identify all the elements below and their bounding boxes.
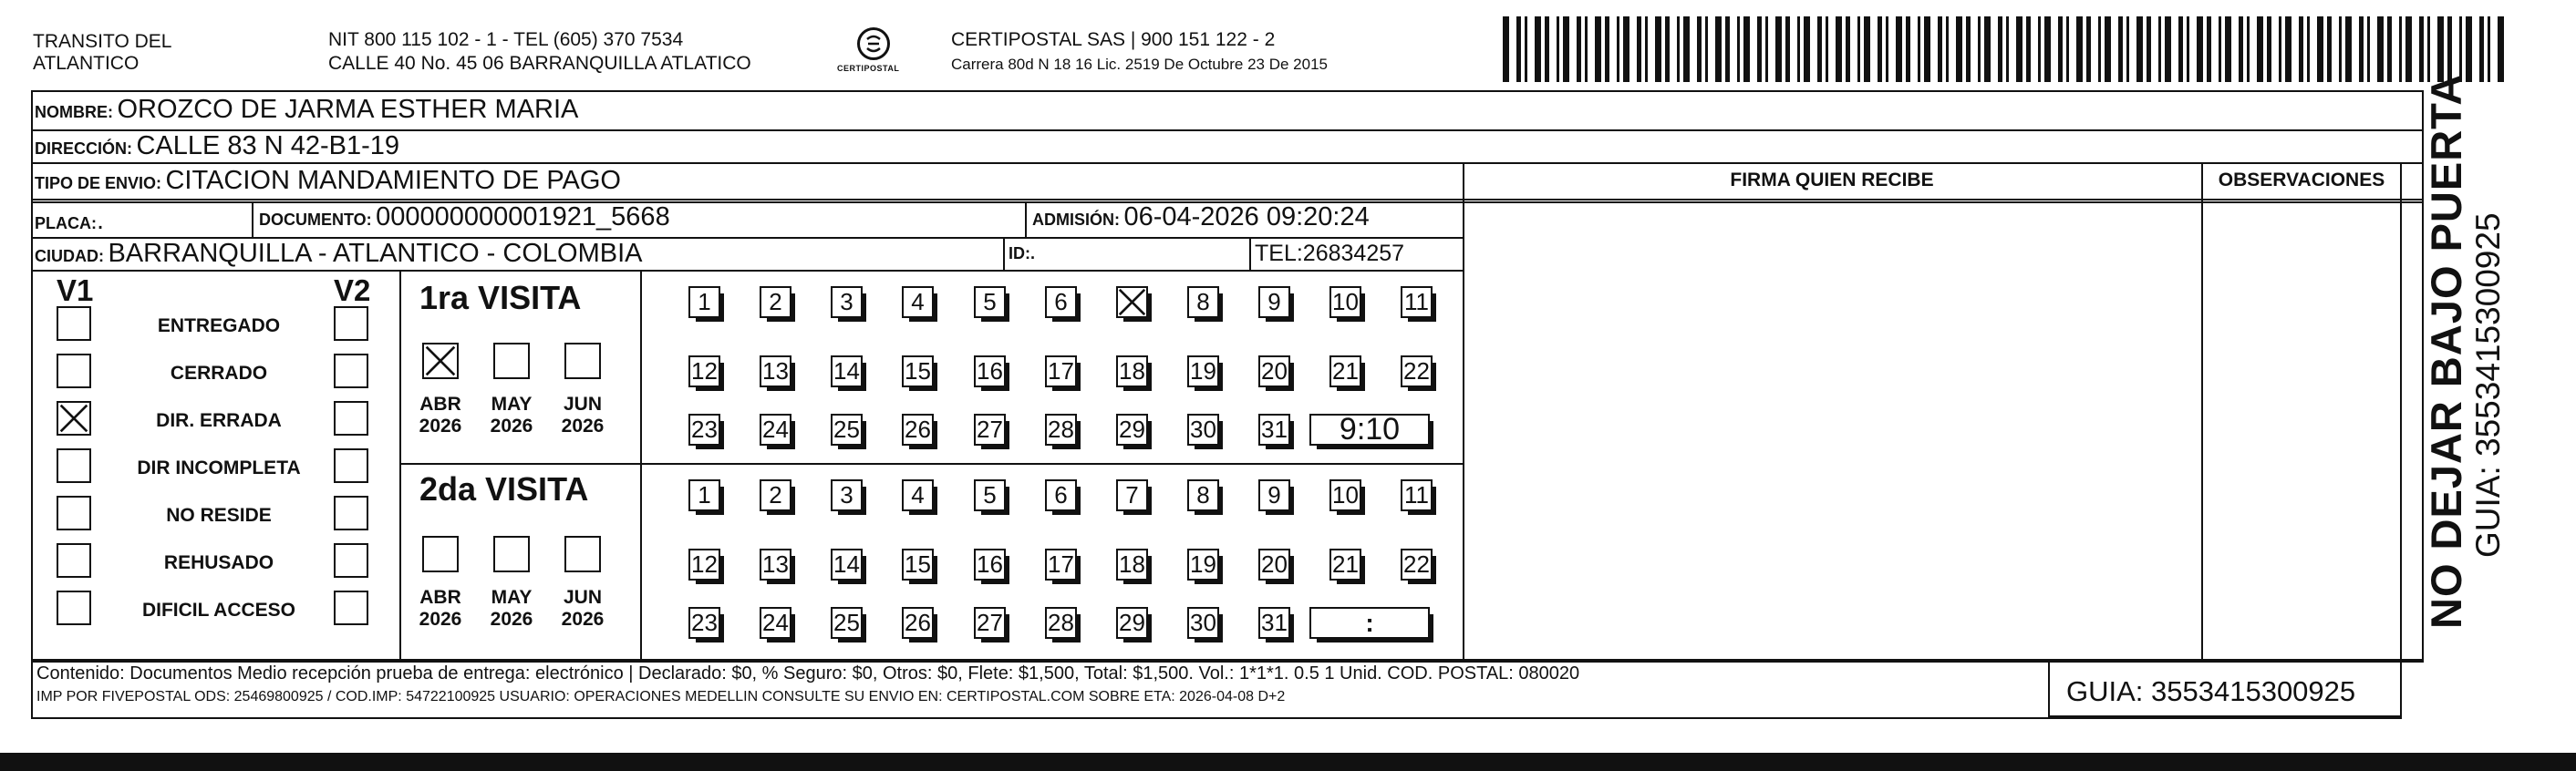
month-year: 2026 — [490, 609, 533, 630]
day-box[interactable]: 15 — [902, 549, 934, 581]
day-box[interactable]: 12 — [688, 549, 720, 581]
day-box[interactable]: 28 — [1045, 607, 1077, 639]
day-box[interactable]: 18 — [1116, 549, 1148, 581]
guia-box — [2048, 661, 2402, 717]
barcode-bar — [2387, 16, 2392, 82]
day-box[interactable]: 5 — [974, 479, 1006, 511]
day-box[interactable]: 4 — [902, 479, 934, 511]
barcode-bar — [1665, 16, 1670, 82]
status-label: DIFICIL ACCESO — [141, 600, 295, 621]
barcode-bar — [1683, 16, 1690, 82]
month-checkbox[interactable] — [564, 343, 601, 379]
sender-nit: NIT 800 115 102 - 1 - TEL (605) 370 7534 — [328, 29, 684, 50]
day-box[interactable]: 31 — [1258, 414, 1290, 446]
barcode-bar — [2307, 16, 2310, 82]
barcode-bar — [1577, 16, 1581, 82]
day-box[interactable]: 8 — [1187, 286, 1219, 318]
barcode-bar — [2165, 16, 2171, 82]
barcode-bar — [2016, 16, 2023, 82]
barcode-bar — [2118, 16, 2123, 82]
barcode-bar — [1978, 16, 1981, 82]
barcode-bar — [1545, 16, 1549, 82]
first-visit-title: 1ra VISITA — [419, 279, 582, 316]
barcode-bar — [2044, 16, 2051, 82]
day-box[interactable]: 23 — [688, 607, 720, 639]
barcode-bar — [1918, 16, 1920, 82]
v2-status-checkbox[interactable] — [334, 401, 368, 436]
barcode-bar — [2257, 16, 2263, 82]
barcode-bar — [2345, 16, 2352, 82]
barcode-bar — [1966, 16, 1971, 82]
day-box[interactable]: 30 — [1187, 414, 1219, 446]
barcode-bar — [1956, 16, 1962, 82]
barcode-bar — [1775, 16, 1782, 82]
visit-time-box[interactable]: 9:10 — [1309, 414, 1430, 446]
day-box[interactable]: 22 — [1401, 355, 1433, 387]
month-name: MAY — [491, 587, 533, 608]
barcode-bar — [2147, 16, 2151, 82]
barcode-bar — [2466, 16, 2472, 82]
barcode-bar — [1557, 16, 1559, 82]
day-box[interactable]: 19 — [1187, 355, 1219, 387]
barcode-bar — [2427, 16, 2430, 82]
barcode-bar — [1857, 16, 1860, 82]
barcode-bar — [2285, 16, 2292, 82]
barcode-bar — [2038, 16, 2041, 82]
barcode-bar — [2158, 16, 2161, 82]
v1-status-checkbox[interactable] — [57, 306, 91, 341]
day-box[interactable]: 26 — [902, 607, 934, 639]
day-box[interactable]: 21 — [1329, 549, 1361, 581]
type-row — [35, 166, 621, 196]
barcode-bar — [1516, 16, 1521, 82]
address-row — [35, 131, 399, 161]
barcode-bar — [2488, 16, 2490, 82]
v1-status-checkbox[interactable] — [57, 496, 91, 530]
day-box[interactable]: 25 — [831, 414, 863, 446]
day-box[interactable]: 30 — [1187, 607, 1219, 639]
barcode-bar — [2197, 16, 2203, 82]
day-box[interactable]: 27 — [974, 414, 1006, 446]
barcode-bar — [1797, 16, 1800, 82]
name-value: OROZCO DE JARMA ESTHER MARIA — [117, 95, 579, 124]
month-name: JUN — [563, 587, 602, 608]
day-box[interactable]: 16 — [974, 355, 1006, 387]
barcode-bar — [1817, 16, 1822, 82]
month-year: 2026 — [419, 609, 462, 630]
month-year: 2026 — [561, 416, 605, 437]
logo-caption: CERTIPOSTAL — [837, 64, 900, 73]
id-field — [1009, 244, 1035, 263]
barcode-bar — [1946, 16, 1949, 82]
barcode-bar — [1655, 16, 1661, 82]
sender-name-line1: TRANSITO DEL — [33, 31, 172, 52]
status-label: DIR. ERRADA — [156, 410, 282, 431]
barcode-bar — [2187, 16, 2189, 82]
day-box[interactable]: 9 — [1258, 286, 1290, 318]
certipostal-logo-icon — [857, 27, 890, 60]
document-field — [259, 202, 670, 232]
month-checkbox[interactable] — [422, 536, 459, 572]
month-checkbox[interactable] — [493, 343, 530, 379]
day-box[interactable]: 14 — [831, 549, 863, 581]
barcode-bar — [2086, 16, 2091, 82]
city-label: CIUDAD: — [35, 247, 104, 265]
barcode-bar — [1705, 16, 1708, 82]
day-box[interactable]: 8 — [1187, 479, 1219, 511]
barcode-bar — [1864, 16, 1870, 82]
visit-time-box[interactable]: : — [1309, 607, 1430, 639]
day-box[interactable]: 1 — [688, 286, 720, 318]
v1-status-checkbox[interactable] — [57, 354, 91, 388]
month-checkbox[interactable] — [422, 343, 459, 379]
barcode-bar — [2339, 16, 2342, 82]
v1-status-checkbox[interactable] — [57, 543, 91, 578]
month-checkbox[interactable] — [493, 536, 530, 572]
day-box[interactable]: 11 — [1401, 479, 1433, 511]
barcode-bar — [2178, 16, 2183, 82]
barcode-bar — [1836, 16, 1842, 82]
side-guia: GUIA: 3553415300925 — [2469, 212, 2507, 558]
day-box[interactable]: 15 — [902, 355, 934, 387]
check-x-icon — [1118, 288, 1146, 316]
day-box[interactable]: 5 — [974, 286, 1006, 318]
guia-box-value: GUIA: 3553415300925 — [2066, 675, 2356, 707]
type-value: CITACION MANDAMIENTO DE PAGO — [165, 166, 621, 195]
month-year: 2026 — [419, 416, 462, 437]
v1-status-checkbox[interactable] — [57, 448, 91, 483]
day-box[interactable]: 24 — [760, 414, 791, 446]
day-box[interactable]: 17 — [1045, 549, 1077, 581]
day-box[interactable]: 10 — [1329, 286, 1361, 318]
admission-label: ADMISIÓN: — [1032, 211, 1120, 229]
barcode-bar — [1623, 16, 1629, 82]
barcode-bar — [1677, 16, 1680, 82]
v2-status-checkbox[interactable] — [334, 306, 368, 341]
barcode-bar — [1715, 16, 1722, 82]
barcode-bar — [2419, 16, 2424, 82]
sender-address: CALLE 40 No. 45 06 BARRANQUILLA ATLATICO — [328, 53, 751, 74]
barcode-bar — [1785, 16, 1790, 82]
barcode-bar — [2498, 16, 2504, 82]
city-value: BARRANQUILLA - ATLANTICO - COLOMBIA — [108, 239, 643, 268]
barcode-bar — [1525, 16, 1527, 82]
day-box[interactable]: 2 — [760, 286, 791, 318]
day-box[interactable]: 1 — [688, 479, 720, 511]
barcode-bar — [2479, 16, 2484, 82]
day-box[interactable]: 23 — [688, 414, 720, 446]
check-x-icon — [424, 344, 457, 377]
barcode-bar — [2136, 16, 2143, 82]
barcode-bar — [2459, 16, 2462, 82]
name-row — [35, 95, 578, 125]
barcode-bar — [1878, 16, 1882, 82]
v2-status-checkbox[interactable] — [334, 448, 368, 483]
barcode-bar — [2367, 16, 2370, 82]
day-box[interactable]: 25 — [831, 607, 863, 639]
barcode-bar — [2299, 16, 2303, 82]
barcode-bar — [1886, 16, 1888, 82]
barcode-bar — [1605, 16, 1609, 82]
check-x-icon — [58, 403, 89, 434]
month-year: 2026 — [561, 609, 605, 630]
barcode-bar — [1826, 16, 1828, 82]
id-value: . — [1030, 244, 1036, 262]
barcode-bar — [2267, 16, 2271, 82]
courier-license: Carrera 80d N 18 16 Lic. 2519 De Octubre 23 De 2015 — [951, 56, 1328, 73]
barcode-bar — [2279, 16, 2281, 82]
city-field — [35, 239, 643, 269]
barcode-bar — [2327, 16, 2332, 82]
month-label — [413, 587, 468, 631]
status-label: NO RESIDE — [166, 505, 272, 526]
barcode-bar — [1938, 16, 1942, 82]
v2-status-checkbox[interactable] — [334, 591, 368, 625]
day-box[interactable]: 11 — [1401, 286, 1433, 318]
barcode-bar — [2058, 16, 2063, 82]
day-box[interactable]: 29 — [1116, 414, 1148, 446]
status-label: CERRADO — [170, 363, 268, 384]
day-box[interactable]: 29 — [1116, 607, 1148, 639]
print-info-line: IMP POR FIVEPOSTAL ODS: 25469800925 / COD.IMP: 54722100925 USUARIO: OPERACIONES MEDELLIN CONSULTE SU ENVIO EN: CERTIPOSTAL.COM SOBRE ETA: 2026-04-08 D+2 — [36, 689, 1286, 704]
barcode-bar — [2006, 16, 2009, 82]
barcode-bar — [2076, 16, 2083, 82]
day-box[interactable]: 7 — [1116, 479, 1148, 511]
day-box[interactable]: 13 — [760, 355, 791, 387]
document-label: DOCUMENTO: — [259, 211, 372, 229]
v2-status-checkbox[interactable] — [334, 543, 368, 578]
barcode-bar — [1757, 16, 1762, 82]
day-box[interactable]: 9 — [1258, 479, 1290, 511]
barcode-bar — [2066, 16, 2069, 82]
day-box[interactable]: 31 — [1258, 607, 1290, 639]
status-label: REHUSADO — [163, 552, 274, 573]
day-box[interactable]: 6 — [1045, 479, 1077, 511]
plate-value: . — [97, 206, 105, 235]
day-box[interactable]: 12 — [688, 355, 720, 387]
day-box[interactable]: 26 — [902, 414, 934, 446]
day-box[interactable] — [1116, 286, 1148, 318]
day-box[interactable]: 18 — [1116, 355, 1148, 387]
month-year: 2026 — [490, 416, 533, 437]
barcode-bar — [1637, 16, 1641, 82]
barcode-bar — [1804, 16, 1810, 82]
month-name: JUN — [563, 394, 602, 415]
contents-line: Contenido: Documentos Medio recepción prueba de entrega: electrónico | Declarado: $0, % Seguro: $0, Otros: $0, Flete: $1,500, Total: $1,500. Vol.: 1*1*1. 0.5 1 Unid. COD. POSTAL: 080020 — [36, 663, 1580, 684]
barcode-bar — [1737, 16, 1740, 82]
address-label: DIRECCIÓN: — [35, 139, 132, 158]
barcode-bar — [1906, 16, 1910, 82]
tel-label: TEL: — [1255, 241, 1303, 266]
day-box[interactable]: 13 — [760, 549, 791, 581]
courier-name: CERTIPOSTAL SAS | 900 151 122 - 2 — [951, 29, 1276, 50]
signature-label: FIRMA QUIEN RECIBE — [1730, 170, 1934, 190]
barcode-bar — [1765, 16, 1768, 82]
tel-value: 26834257 — [1302, 241, 1405, 266]
day-box[interactable]: 27 — [974, 607, 1006, 639]
v1-status-checkbox[interactable] — [57, 401, 91, 436]
barcode-bar — [2399, 16, 2402, 82]
v2-status-checkbox[interactable] — [334, 496, 368, 530]
side-warning: NO DEJAR BAJO PUERTA — [2422, 73, 2470, 629]
barcode-bar — [1585, 16, 1588, 82]
barcode-bar — [2405, 16, 2412, 82]
barcode-bar — [1725, 16, 1730, 82]
barcode-bar — [1645, 16, 1648, 82]
barcode-bar — [2359, 16, 2364, 82]
day-box[interactable]: 21 — [1329, 355, 1361, 387]
day-box[interactable]: 14 — [831, 355, 863, 387]
day-box[interactable]: 20 — [1258, 355, 1290, 387]
barcode-bar — [2317, 16, 2323, 82]
month-name: ABR — [419, 394, 461, 415]
month-name: ABR — [419, 587, 461, 608]
scan-edge — [0, 753, 2576, 771]
barcode-bar — [2437, 16, 2444, 82]
month-label — [555, 587, 610, 631]
barcode-bar — [1846, 16, 1850, 82]
barcode-bar — [2447, 16, 2452, 82]
day-box[interactable]: 3 — [831, 479, 863, 511]
admission-value: 06-04-2026 09:20:24 — [1123, 202, 1370, 231]
day-box[interactable]: 3 — [831, 286, 863, 318]
plate-label: PLACA: — [35, 214, 97, 232]
address-value: CALLE 83 N 42-B1-19 — [136, 131, 400, 160]
admission-field — [1032, 202, 1370, 232]
day-box[interactable]: 2 — [760, 479, 791, 511]
barcode-bar — [2219, 16, 2221, 82]
barcode-bar — [1984, 16, 1991, 82]
v1-label: V1 — [57, 273, 94, 307]
month-label — [484, 394, 539, 437]
status-label: DIR INCOMPLETA — [137, 457, 301, 478]
month-label — [555, 394, 610, 437]
barcode-bar — [2239, 16, 2243, 82]
day-box[interactable]: 10 — [1329, 479, 1361, 511]
plate-field — [35, 206, 104, 236]
barcode-bar — [1998, 16, 2002, 82]
second-visit-title: 2da VISITA — [419, 470, 589, 508]
day-box[interactable]: 20 — [1258, 549, 1290, 581]
barcode-bar — [1924, 16, 1930, 82]
barcode-bar — [2026, 16, 2031, 82]
name-label: NOMBRE: — [35, 103, 113, 121]
barcode-bar — [1595, 16, 1601, 82]
barcode-bar — [2207, 16, 2211, 82]
barcode-bar — [1503, 16, 1509, 82]
day-box[interactable]: 6 — [1045, 286, 1077, 318]
status-label: ENTREGADO — [157, 315, 281, 336]
day-box[interactable]: 28 — [1045, 414, 1077, 446]
barcode-bar — [1896, 16, 1902, 82]
v2-status-checkbox[interactable] — [334, 354, 368, 388]
barcode-bar — [1563, 16, 1569, 82]
day-box[interactable]: 22 — [1401, 549, 1433, 581]
v1-status-checkbox[interactable] — [57, 591, 91, 625]
barcode-bar — [2105, 16, 2111, 82]
month-checkbox[interactable] — [564, 536, 601, 572]
observations-label: OBSERVACIONES — [2218, 170, 2385, 190]
day-box[interactable]: 19 — [1187, 549, 1219, 581]
sender-name-line2: ATLANTICO — [33, 53, 140, 74]
barcode — [1503, 16, 2515, 82]
barcode-bar — [2377, 16, 2384, 82]
tel-field — [1255, 241, 1404, 267]
barcode-bar — [2126, 16, 2129, 82]
month-name: MAY — [491, 394, 533, 415]
day-box[interactable]: 17 — [1045, 355, 1077, 387]
barcode-bar — [1535, 16, 1541, 82]
type-label: TIPO DE ENVIO: — [35, 174, 162, 192]
barcode-bar — [1697, 16, 1702, 82]
barcode-bar — [2098, 16, 2101, 82]
month-label — [413, 394, 468, 437]
document-value: 000000000001921_5668 — [376, 202, 670, 231]
id-label: ID: — [1009, 244, 1030, 262]
barcode-bar — [2225, 16, 2231, 82]
barcode-bar — [1617, 16, 1619, 82]
barcode-bar — [2247, 16, 2250, 82]
day-box[interactable]: 16 — [974, 549, 1006, 581]
v2-label: V2 — [334, 273, 371, 307]
day-box[interactable]: 4 — [902, 286, 934, 318]
month-label — [484, 587, 539, 631]
day-box[interactable]: 24 — [760, 607, 791, 639]
barcode-bar — [1743, 16, 1750, 82]
